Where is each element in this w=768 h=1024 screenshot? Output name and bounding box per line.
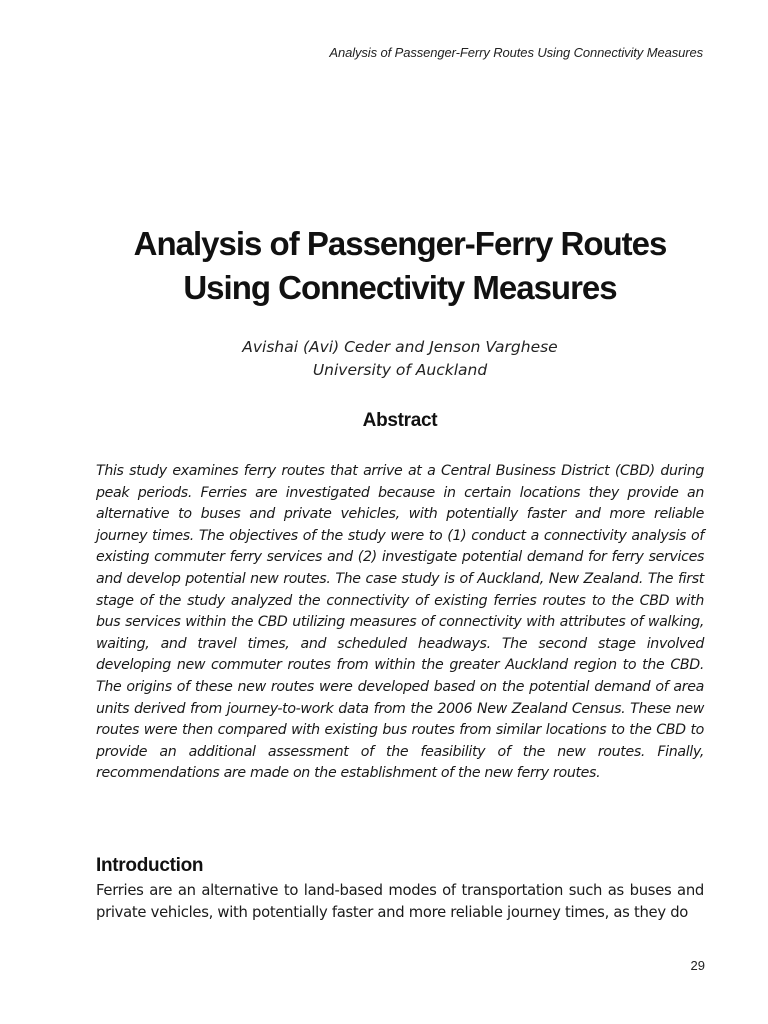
title-line-1: Analysis of Passenger-Ferry Routes	[133, 225, 667, 262]
author-names: Avishai (Avi) Ceder and Jenson Varghese	[242, 338, 558, 356]
abstract-text: This study examines ferry routes that arrive at a Central Business District (CBD) during peak periods. Ferries are investigated because in certain locations they provide an alternative to buses and private vehicles, with potentially faster and more reliable journey times. The objectives of the study were to (1) conduct a connectivity analysis of existing commuter ferry services and (2) investigate potential demand for ferry services and develop potential new routes. The case study is of Auckland, New Zealand. The first stage of the study analyzed the connectivity of existing ferries routes to the CBD with bus services within the CBD utilizing measures of connectivity with attributes of walking, waiting, and travel times, and scheduled headways. The second stage involved developing new commuter routes from within the greater Auckland region to the CBD. The origins of these new routes were developed based on the potential demand of area units derived from journey-to-work data from the 2006 New Zealand Census. These new routes were then compared with existing bus routes from similar locations to the CBD to provide an additional assessment of the feasibility of the new routes. Finally, recommendations are made on the establishment of the new ferry routes.	[96, 463, 704, 782]
author-affiliation: University of Auckland	[312, 361, 488, 379]
running-header: Analysis of Passenger-Ferry Routes Using Connectivity Measures	[329, 45, 703, 60]
title-line-2: Using Connectivity Measures	[183, 269, 617, 306]
abstract-heading: Abstract	[362, 410, 438, 431]
introduction-text: Ferries are an alternative to land-based modes of transportation such as buses and private vehicles, with potentially faster and more reliable journey times, as they do	[96, 882, 704, 921]
paper-title	[60, 222, 740, 310]
introduction-heading: Introduction	[96, 855, 204, 876]
author-block	[100, 336, 700, 382]
page-number: 29	[690, 958, 705, 973]
